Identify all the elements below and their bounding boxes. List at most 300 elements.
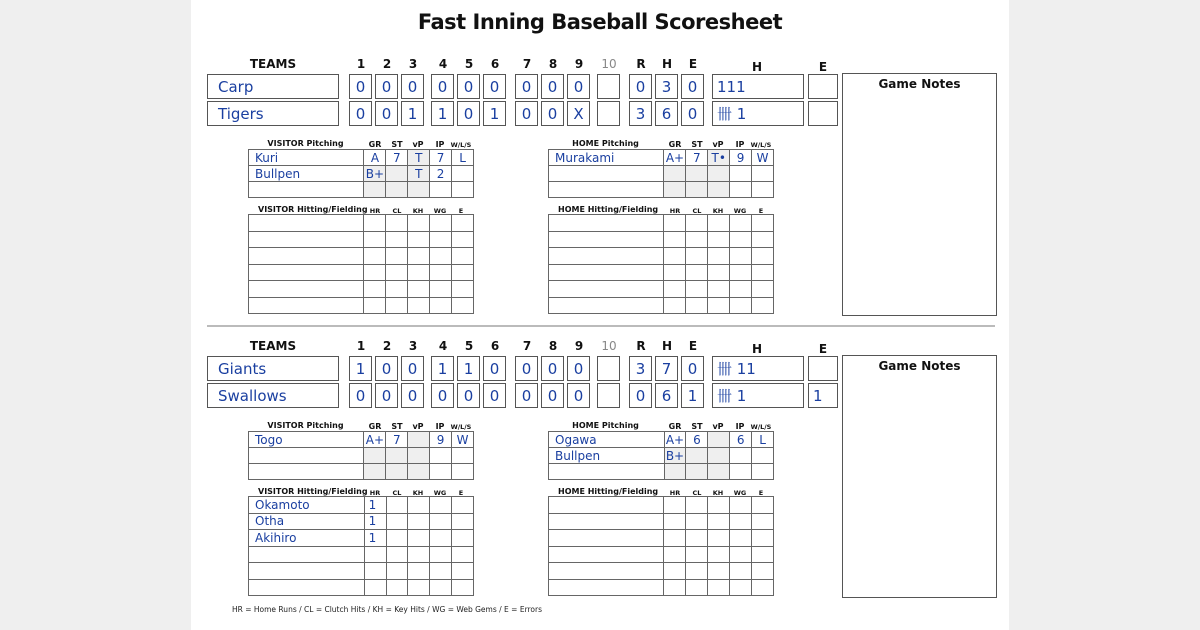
home-inning-4[interactable]: 0 (431, 383, 454, 408)
player-cl[interactable] (386, 248, 408, 265)
visitor-inning-4[interactable]: 1 (431, 356, 454, 381)
pitcher-st[interactable] (686, 166, 708, 182)
player-cl[interactable] (686, 513, 708, 530)
player-wg[interactable] (430, 579, 452, 596)
player-kh[interactable] (708, 563, 730, 580)
player-name[interactable] (549, 563, 664, 580)
player-hr[interactable] (664, 579, 686, 596)
player-e[interactable] (452, 579, 474, 596)
player-wg[interactable] (730, 264, 752, 281)
home-error-tally[interactable] (808, 101, 838, 126)
player-e[interactable] (452, 546, 474, 563)
player-cl[interactable] (386, 563, 408, 580)
home-team-name[interactable]: Swallows (207, 383, 339, 408)
pitcher-st[interactable]: 7 (386, 150, 408, 166)
player-hr[interactable] (664, 513, 686, 530)
pitcher-wls[interactable]: L (752, 432, 774, 448)
player-kh[interactable] (708, 546, 730, 563)
player-e[interactable] (752, 546, 774, 563)
pitcher-ip[interactable]: 2 (430, 166, 452, 182)
pitcher-vp[interactable] (708, 182, 730, 198)
home-inning-6[interactable]: 1 (483, 101, 506, 126)
pitcher-st[interactable]: 7 (686, 150, 708, 166)
visitor-inning-7[interactable]: 0 (515, 356, 538, 381)
visitor-team-name[interactable]: Carp (207, 74, 339, 99)
pitcher-ip[interactable] (430, 448, 452, 464)
pitcher-ip[interactable]: 9 (730, 150, 752, 166)
pitcher-st[interactable] (386, 448, 408, 464)
player-e[interactable] (752, 297, 774, 314)
visitor-r-total[interactable]: 3 (629, 356, 652, 381)
player-kh[interactable] (408, 546, 430, 563)
visitor-inning-2[interactable]: 0 (375, 74, 398, 99)
visitor-inning-8[interactable]: 0 (541, 356, 564, 381)
inning-header-5: 5 (464, 339, 474, 353)
pitcher-vp[interactable] (708, 448, 730, 464)
player-hr[interactable] (364, 248, 386, 265)
pitcher-vp[interactable] (408, 182, 430, 198)
player-wg[interactable] (730, 215, 752, 232)
pitcher-vp[interactable] (708, 464, 730, 480)
player-wg[interactable] (430, 563, 452, 580)
player-name[interactable] (549, 546, 664, 563)
pitcher-vp[interactable]: T (408, 150, 430, 166)
player-name[interactable] (549, 264, 664, 281)
home-inning-6[interactable]: 0 (483, 383, 506, 408)
player-kh[interactable] (408, 215, 430, 232)
home-e-total[interactable]: 0 (681, 101, 704, 126)
pitcher-ip[interactable] (730, 448, 752, 464)
player-hr[interactable] (664, 546, 686, 563)
pitcher-gr[interactable]: A (364, 150, 386, 166)
hitter-row (549, 497, 774, 514)
pitcher-wls[interactable]: W (452, 432, 474, 448)
player-kh[interactable] (408, 497, 430, 514)
player-kh[interactable] (708, 281, 730, 298)
pitcher-vp[interactable] (408, 448, 430, 464)
player-kh[interactable] (708, 231, 730, 248)
visitor-inning-10[interactable] (597, 74, 620, 99)
player-e[interactable] (752, 513, 774, 530)
visitor-hitting-header: VISITOR Hitting/Fielding (258, 487, 368, 496)
pitcher-st[interactable] (686, 464, 708, 480)
home-team-name[interactable]: Tigers (207, 101, 339, 126)
pitcher-gr[interactable]: A+ (365, 432, 385, 447)
home-r-total[interactable]: 0 (629, 383, 652, 408)
visitor-inning-3[interactable]: 0 (401, 356, 424, 381)
pitcher-name[interactable] (249, 182, 364, 198)
pitcher-gr[interactable] (364, 464, 386, 480)
visitor-error-tally[interactable] (808, 74, 838, 99)
player-name[interactable] (549, 281, 664, 298)
player-kh[interactable] (708, 497, 730, 514)
player-wg[interactable] (430, 264, 452, 281)
player-hr[interactable] (364, 297, 386, 314)
visitor-r-total[interactable]: 0 (629, 74, 652, 99)
player-wg[interactable] (730, 530, 752, 547)
player-wg[interactable] (430, 546, 452, 563)
player-e[interactable] (752, 497, 774, 514)
player-kh[interactable] (408, 231, 430, 248)
player-cl[interactable] (686, 546, 708, 563)
pitcher-name[interactable] (249, 448, 364, 464)
pitcher-vp[interactable]: T• (708, 150, 730, 166)
pitcher-vp[interactable] (408, 464, 430, 480)
player-cl[interactable] (686, 530, 708, 547)
player-name[interactable] (549, 231, 664, 248)
pitcher-gr[interactable] (364, 182, 386, 198)
player-e[interactable] (752, 264, 774, 281)
pitching-col-vp: vP (412, 422, 424, 431)
player-e[interactable] (452, 264, 474, 281)
pitcher-ip[interactable]: 6 (730, 432, 752, 448)
player-wg[interactable] (730, 248, 752, 265)
player-kh[interactable] (408, 297, 430, 314)
home-hitting-header: HOME Hitting/Fielding (558, 487, 659, 496)
pitcher-wls[interactable] (752, 182, 774, 198)
home-inning-1[interactable]: 0 (349, 383, 372, 408)
player-hr[interactable] (364, 215, 386, 232)
player-hr[interactable] (664, 297, 686, 314)
pitcher-vp[interactable] (708, 432, 730, 448)
visitor-inning-3[interactable]: 0 (401, 74, 424, 99)
player-name[interactable] (249, 215, 364, 232)
home-hit-tally[interactable]: 卌 1 (712, 383, 804, 408)
player-e[interactable] (452, 513, 474, 530)
pitcher-wls[interactable] (752, 166, 774, 182)
player-hr[interactable] (664, 563, 686, 580)
player-name[interactable] (549, 497, 664, 514)
player-cl[interactable] (686, 563, 708, 580)
visitor-inning-4[interactable]: 0 (431, 74, 454, 99)
player-wg[interactable] (730, 281, 752, 298)
player-cl[interactable] (386, 281, 408, 298)
player-e[interactable] (752, 579, 774, 596)
player-e[interactable] (452, 215, 474, 232)
visitor-e-total[interactable]: 0 (681, 74, 704, 99)
player-name[interactable]: Otha (249, 513, 365, 530)
home-error-tally[interactable]: 1 (808, 383, 838, 408)
pitcher-wls[interactable] (752, 448, 774, 464)
pitcher-wls[interactable]: L (452, 150, 474, 166)
pitcher-wls[interactable] (452, 166, 474, 182)
player-hr[interactable] (364, 231, 386, 248)
home-inning-3[interactable]: 0 (401, 383, 424, 408)
page-title: Fast Inning Baseball Scoresheet (417, 10, 783, 34)
visitor-inning-1[interactable]: 1 (349, 356, 372, 381)
home-inning-10[interactable] (597, 101, 620, 126)
pitching-col-st: ST (691, 140, 703, 149)
player-name[interactable] (249, 281, 364, 298)
player-kh[interactable] (708, 264, 730, 281)
home-h-total[interactable]: 6 (655, 101, 678, 126)
pitcher-vp[interactable]: T (408, 166, 430, 182)
player-cl[interactable] (686, 281, 708, 298)
visitor-inning-9[interactable]: 0 (567, 74, 590, 99)
visitor-inning-6[interactable]: 0 (483, 74, 506, 99)
player-name[interactable]: Okamoto (249, 497, 365, 514)
pitcher-name[interactable]: Ogawa (549, 432, 665, 448)
player-cl[interactable] (686, 264, 708, 281)
player-name[interactable] (249, 563, 365, 580)
pitcher-name[interactable] (549, 166, 664, 182)
visitor-e-total[interactable]: 0 (681, 356, 704, 381)
player-kh[interactable] (708, 215, 730, 232)
pitcher-name[interactable]: Togo (249, 432, 364, 448)
player-wg[interactable] (730, 497, 752, 514)
home-inning-4[interactable]: 1 (431, 101, 454, 126)
pitcher-st[interactable] (386, 166, 408, 182)
pitcher-gr[interactable]: A+ (665, 150, 685, 165)
player-kh[interactable] (408, 563, 430, 580)
player-wg[interactable] (430, 281, 452, 298)
home-hitting-header: HOME Hitting/Fielding (558, 205, 659, 214)
pitcher-wls[interactable] (452, 182, 474, 198)
player-hr[interactable] (664, 497, 686, 514)
player-kh[interactable] (408, 530, 430, 547)
player-hr[interactable]: 1 (364, 530, 386, 547)
visitor-team-name[interactable]: Giants (207, 356, 339, 381)
visitor-inning-6[interactable]: 0 (483, 356, 506, 381)
inning-header-8: 8 (548, 57, 558, 71)
hitter-row (549, 579, 774, 596)
player-hr[interactable] (364, 546, 386, 563)
pitcher-gr[interactable]: B+ (365, 166, 385, 181)
player-name[interactable] (549, 215, 664, 232)
pitcher-name[interactable] (549, 464, 665, 480)
player-hr[interactable] (664, 215, 686, 232)
home-hit-tally[interactable]: 卌 1 (712, 101, 804, 126)
player-e[interactable] (452, 563, 474, 580)
home-inning-3[interactable]: 1 (401, 101, 424, 126)
pitcher-wls[interactable] (752, 464, 774, 480)
player-cl[interactable] (386, 579, 408, 596)
hitter-row (549, 530, 774, 547)
pitcher-ip[interactable]: 7 (430, 150, 452, 166)
home-inning-8[interactable]: 0 (541, 383, 564, 408)
player-wg[interactable] (730, 546, 752, 563)
inning-header-10: 10 (601, 339, 617, 353)
player-wg[interactable] (730, 231, 752, 248)
home-r-total[interactable]: 3 (629, 101, 652, 126)
visitor-inning-5[interactable]: 0 (457, 74, 480, 99)
pitcher-st[interactable] (386, 182, 408, 198)
pitcher-st[interactable]: 6 (686, 432, 708, 448)
visitor-hit-tally[interactable]: 卌 11 (712, 356, 804, 381)
player-cl[interactable] (386, 497, 408, 514)
player-cl[interactable] (386, 513, 408, 530)
player-name[interactable] (249, 264, 364, 281)
player-name[interactable] (249, 248, 364, 265)
pitcher-name[interactable] (249, 464, 364, 480)
pitcher-name[interactable] (549, 182, 664, 198)
visitor-inning-1[interactable]: 0 (349, 74, 372, 99)
player-e[interactable] (752, 530, 774, 547)
player-name[interactable] (249, 297, 364, 314)
player-cl[interactable] (386, 231, 408, 248)
player-name[interactable] (249, 231, 364, 248)
player-name[interactable] (549, 297, 664, 314)
home-inning-2[interactable]: 0 (375, 383, 398, 408)
visitor-inning-7[interactable]: 0 (515, 74, 538, 99)
pitcher-wls[interactable] (452, 464, 474, 480)
pitcher-st[interactable]: 7 (386, 432, 408, 448)
player-wg[interactable] (730, 579, 752, 596)
player-hr[interactable] (664, 248, 686, 265)
player-wg[interactable] (430, 530, 452, 547)
player-hr[interactable] (364, 281, 386, 298)
player-kh[interactable] (408, 264, 430, 281)
pitching-col-wls: W/L/S (450, 423, 472, 431)
visitor-inning-2[interactable]: 0 (375, 356, 398, 381)
visitor-inning-8[interactable]: 0 (541, 74, 564, 99)
player-wg[interactable] (730, 297, 752, 314)
player-kh[interactable] (408, 579, 430, 596)
player-cl[interactable] (686, 579, 708, 596)
home-inning-5[interactable]: 0 (457, 383, 480, 408)
visitor-inning-5[interactable]: 1 (457, 356, 480, 381)
visitor-inning-10[interactable] (597, 356, 620, 381)
player-e[interactable] (752, 215, 774, 232)
player-cl[interactable] (686, 248, 708, 265)
player-cl[interactable] (686, 497, 708, 514)
player-name[interactable] (549, 513, 664, 530)
pitcher-ip[interactable] (730, 182, 752, 198)
player-hr[interactable]: 1 (364, 513, 386, 530)
player-wg[interactable] (430, 248, 452, 265)
home-inning-5[interactable]: 0 (457, 101, 480, 126)
pitcher-vp[interactable] (408, 432, 430, 448)
player-e[interactable] (752, 248, 774, 265)
player-kh[interactable] (708, 297, 730, 314)
player-name[interactable]: Akihiro (249, 530, 365, 547)
pitcher-name[interactable]: Murakami (549, 150, 664, 166)
pitcher-gr[interactable]: A+ (665, 432, 685, 447)
player-name[interactable] (549, 248, 664, 265)
home-inning-1[interactable]: 0 (349, 101, 372, 126)
player-hr[interactable]: 1 (364, 497, 386, 514)
player-wg[interactable] (430, 497, 452, 514)
player-cl[interactable] (686, 297, 708, 314)
player-kh[interactable] (408, 513, 430, 530)
player-name[interactable] (249, 546, 365, 563)
pitcher-wls[interactable]: W (752, 150, 774, 166)
home-inning-7[interactable]: 0 (515, 101, 538, 126)
player-kh[interactable] (408, 281, 430, 298)
player-hr[interactable] (364, 264, 386, 281)
player-hr[interactable] (664, 281, 686, 298)
home-inning-7[interactable]: 0 (515, 383, 538, 408)
pitcher-gr[interactable] (364, 448, 386, 464)
inning-header-4: 4 (438, 57, 448, 71)
player-e[interactable] (752, 281, 774, 298)
player-name[interactable] (249, 579, 365, 596)
player-wg[interactable] (730, 563, 752, 580)
pitcher-st[interactable] (386, 464, 408, 480)
pitcher-gr[interactable] (664, 464, 686, 480)
pitcher-ip[interactable] (730, 464, 752, 480)
player-wg[interactable] (730, 513, 752, 530)
pitcher-name[interactable]: Bullpen (249, 166, 364, 182)
visitor-error-tally[interactable] (808, 356, 838, 381)
game-notes-box[interactable] (842, 73, 997, 316)
game-notes-box[interactable] (842, 355, 997, 598)
pitcher-ip[interactable] (430, 464, 452, 480)
home-inning-10[interactable] (597, 383, 620, 408)
pitching-col-ip: IP (435, 422, 445, 431)
pitcher-wls[interactable] (452, 448, 474, 464)
home-inning-2[interactable]: 0 (375, 101, 398, 126)
home-inning-8[interactable]: 0 (541, 101, 564, 126)
visitor-hit-tally[interactable]: 111 (712, 74, 804, 99)
home-inning-9[interactable]: 0 (567, 383, 590, 408)
player-wg[interactable] (430, 231, 452, 248)
tally-e-header: E (818, 342, 828, 356)
player-e[interactable] (452, 231, 474, 248)
pitcher-st[interactable] (686, 182, 708, 198)
player-e[interactable] (452, 297, 474, 314)
pitcher-row (249, 448, 474, 464)
player-wg[interactable] (430, 297, 452, 314)
player-cl[interactable] (386, 546, 408, 563)
pitcher-gr[interactable] (664, 182, 686, 198)
pitcher-gr[interactable] (664, 166, 686, 182)
player-cl[interactable] (686, 215, 708, 232)
player-e[interactable] (452, 530, 474, 547)
pitcher-vp[interactable] (708, 166, 730, 182)
player-hr[interactable] (664, 264, 686, 281)
home-h-total[interactable]: 6 (655, 383, 678, 408)
player-name[interactable] (549, 530, 664, 547)
pitcher-ip[interactable] (430, 182, 452, 198)
home-inning-9[interactable]: X (567, 101, 590, 126)
pitcher-st[interactable] (686, 448, 708, 464)
pitcher-name[interactable]: Kuri (249, 150, 364, 166)
player-cl[interactable] (386, 297, 408, 314)
player-cl[interactable] (386, 530, 408, 547)
player-kh[interactable] (708, 513, 730, 530)
player-hr[interactable] (364, 563, 386, 580)
player-e[interactable] (452, 497, 474, 514)
player-hr[interactable] (664, 231, 686, 248)
player-e[interactable] (452, 281, 474, 298)
player-cl[interactable] (686, 231, 708, 248)
player-hr[interactable] (364, 579, 386, 596)
player-kh[interactable] (708, 248, 730, 265)
pitcher-ip[interactable] (730, 166, 752, 182)
home-e-total[interactable]: 1 (681, 383, 704, 408)
player-kh[interactable] (408, 248, 430, 265)
player-kh[interactable] (708, 579, 730, 596)
pitcher-gr[interactable]: B+ (665, 448, 685, 463)
player-wg[interactable] (430, 215, 452, 232)
player-cl[interactable] (386, 264, 408, 281)
player-e[interactable] (752, 563, 774, 580)
visitor-h-total[interactable]: 7 (655, 356, 678, 381)
player-e[interactable] (452, 248, 474, 265)
pitcher-ip[interactable]: 9 (430, 432, 452, 448)
pitcher-name[interactable]: Bullpen (549, 448, 665, 464)
player-e[interactable] (752, 231, 774, 248)
player-hr[interactable] (664, 530, 686, 547)
home-pitching-header: HOME Pitching (572, 139, 639, 148)
player-name[interactable] (549, 579, 664, 596)
player-wg[interactable] (430, 513, 452, 530)
player-kh[interactable] (708, 530, 730, 547)
visitor-inning-9[interactable]: 0 (567, 356, 590, 381)
player-cl[interactable] (386, 215, 408, 232)
visitor-h-total[interactable]: 3 (655, 74, 678, 99)
